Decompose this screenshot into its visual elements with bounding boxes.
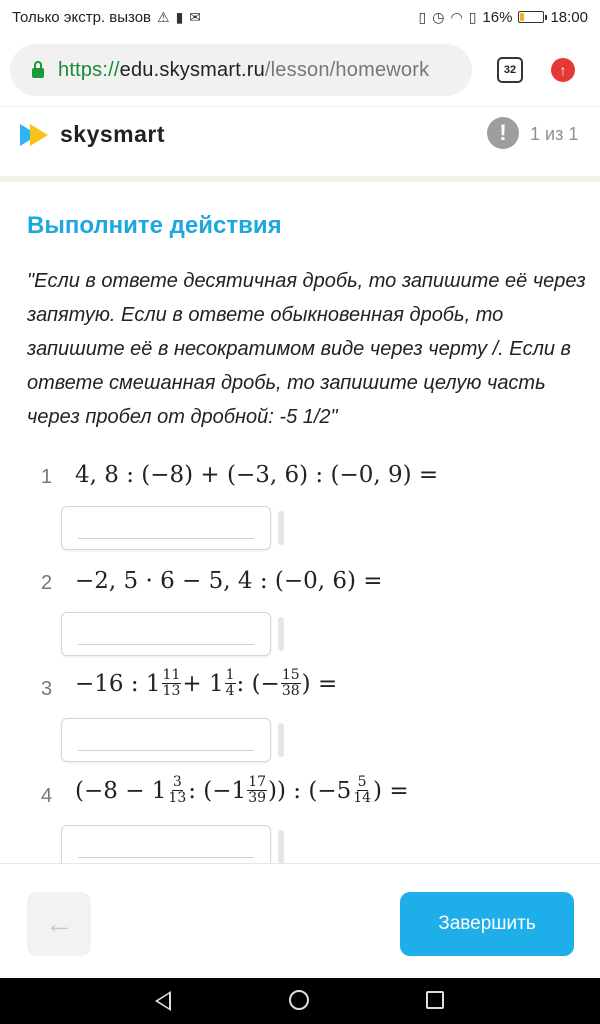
lock-icon <box>32 68 44 78</box>
exercise-expression: −16 : 1 $\frac{11}{13}$ + 1 $\frac{1}{4}$ : (− $\frac{15}{38}$ ) = <box>75 667 338 699</box>
fraction: $\frac{15}{38}$ <box>281 667 300 699</box>
footer-bar <box>0 863 600 978</box>
battery-percent: 16% <box>482 8 513 26</box>
fraction: $\frac{11}{13}$ <box>162 667 181 699</box>
app-header <box>0 106 600 176</box>
alarm-icon: ◷ <box>432 8 445 25</box>
status-bar <box>0 0 600 34</box>
exercise-number: 1 <box>41 466 53 488</box>
nav-back-icon[interactable] <box>155 991 171 1011</box>
arrow-left-icon: ← <box>45 908 73 939</box>
task-instruction: "Если в ответе десятичная дробь, то запишите её через запятую. Если в ответе обыкновенная дробь, то запишите её в несократимом виде через черту /. Если в ответе смешанная дробь, то запишите целую часть через пробел от дробной: -5 1/2" <box>27 270 586 428</box>
browser-toolbar <box>0 34 600 106</box>
back-button[interactable] <box>27 892 91 956</box>
logo-text: skysmart <box>60 121 166 147</box>
vibrate-icon: ▯ <box>418 8 427 25</box>
fraction: $\frac{5}{14}$ <box>353 774 372 806</box>
clock: 18:00 <box>550 8 588 26</box>
logo-mark-icon <box>20 124 50 146</box>
answer-field-1[interactable] <box>61 506 271 550</box>
message-icon: ✉ <box>189 8 202 25</box>
exercise-expression: −2, 5 · 6 − 5, 4 : (−0, 6) = <box>75 568 383 594</box>
drag-handle[interactable] <box>278 830 284 863</box>
exercise-number: 4 <box>41 785 53 807</box>
answer-input-1[interactable] <box>78 515 254 539</box>
exercise-expression: 4, 8 : (−8) + (−3, 6) : (−0, 9) = <box>75 462 439 488</box>
system-nav-bar <box>0 978 600 1024</box>
drag-handle[interactable] <box>278 511 284 545</box>
browser-update-icon[interactable]: ↑ <box>551 58 575 82</box>
tabs-switcher-button[interactable]: 32 <box>497 57 523 83</box>
battery-icon <box>518 11 544 23</box>
task-title: Выполните действия <box>27 212 282 239</box>
url-text: https://edu.skysmart.ru/lesson/homework <box>58 58 430 81</box>
nav-recents-icon[interactable] <box>426 991 444 1009</box>
url-bar[interactable] <box>10 44 472 96</box>
answer-field-3[interactable] <box>61 718 271 762</box>
battery-saver-icon: ▮ <box>175 8 184 25</box>
task-content[interactable] <box>0 182 600 863</box>
wifi-icon: ◠ <box>450 8 463 25</box>
fraction: $\frac{17}{39}$ <box>248 774 267 806</box>
exercise-number: 3 <box>41 678 53 700</box>
fraction: $\frac{1}{4}$ <box>225 667 235 699</box>
answer-field-4[interactable] <box>61 825 271 863</box>
sim-icon: ▯ <box>468 8 477 25</box>
fraction: $\frac{3}{13}$ <box>168 774 187 806</box>
report-issue-icon[interactable]: ! <box>487 117 519 149</box>
nav-home-icon[interactable] <box>289 990 309 1010</box>
exercise-number: 2 <box>41 572 53 594</box>
warning-triangle-icon: ⚠ <box>157 8 170 25</box>
answer-input-2[interactable] <box>78 621 254 645</box>
answer-field-2[interactable] <box>61 612 271 656</box>
carrier-status-text: Только экстр. вызов <box>12 8 152 26</box>
finish-button[interactable]: Завершить <box>400 892 574 956</box>
drag-handle[interactable] <box>278 617 284 651</box>
skysmart-logo[interactable] <box>20 121 165 148</box>
exercise-expression: (−8 − 1 $\frac{3}{13}$ : (−1 $\frac{17}{39}$ )) : (−5 $\frac{5}{14}$ ) = <box>75 774 409 806</box>
page-counter: 1 из 1 <box>530 124 579 144</box>
answer-input-3[interactable] <box>78 727 254 751</box>
drag-handle[interactable] <box>278 723 284 757</box>
answer-input-4[interactable] <box>78 834 254 858</box>
